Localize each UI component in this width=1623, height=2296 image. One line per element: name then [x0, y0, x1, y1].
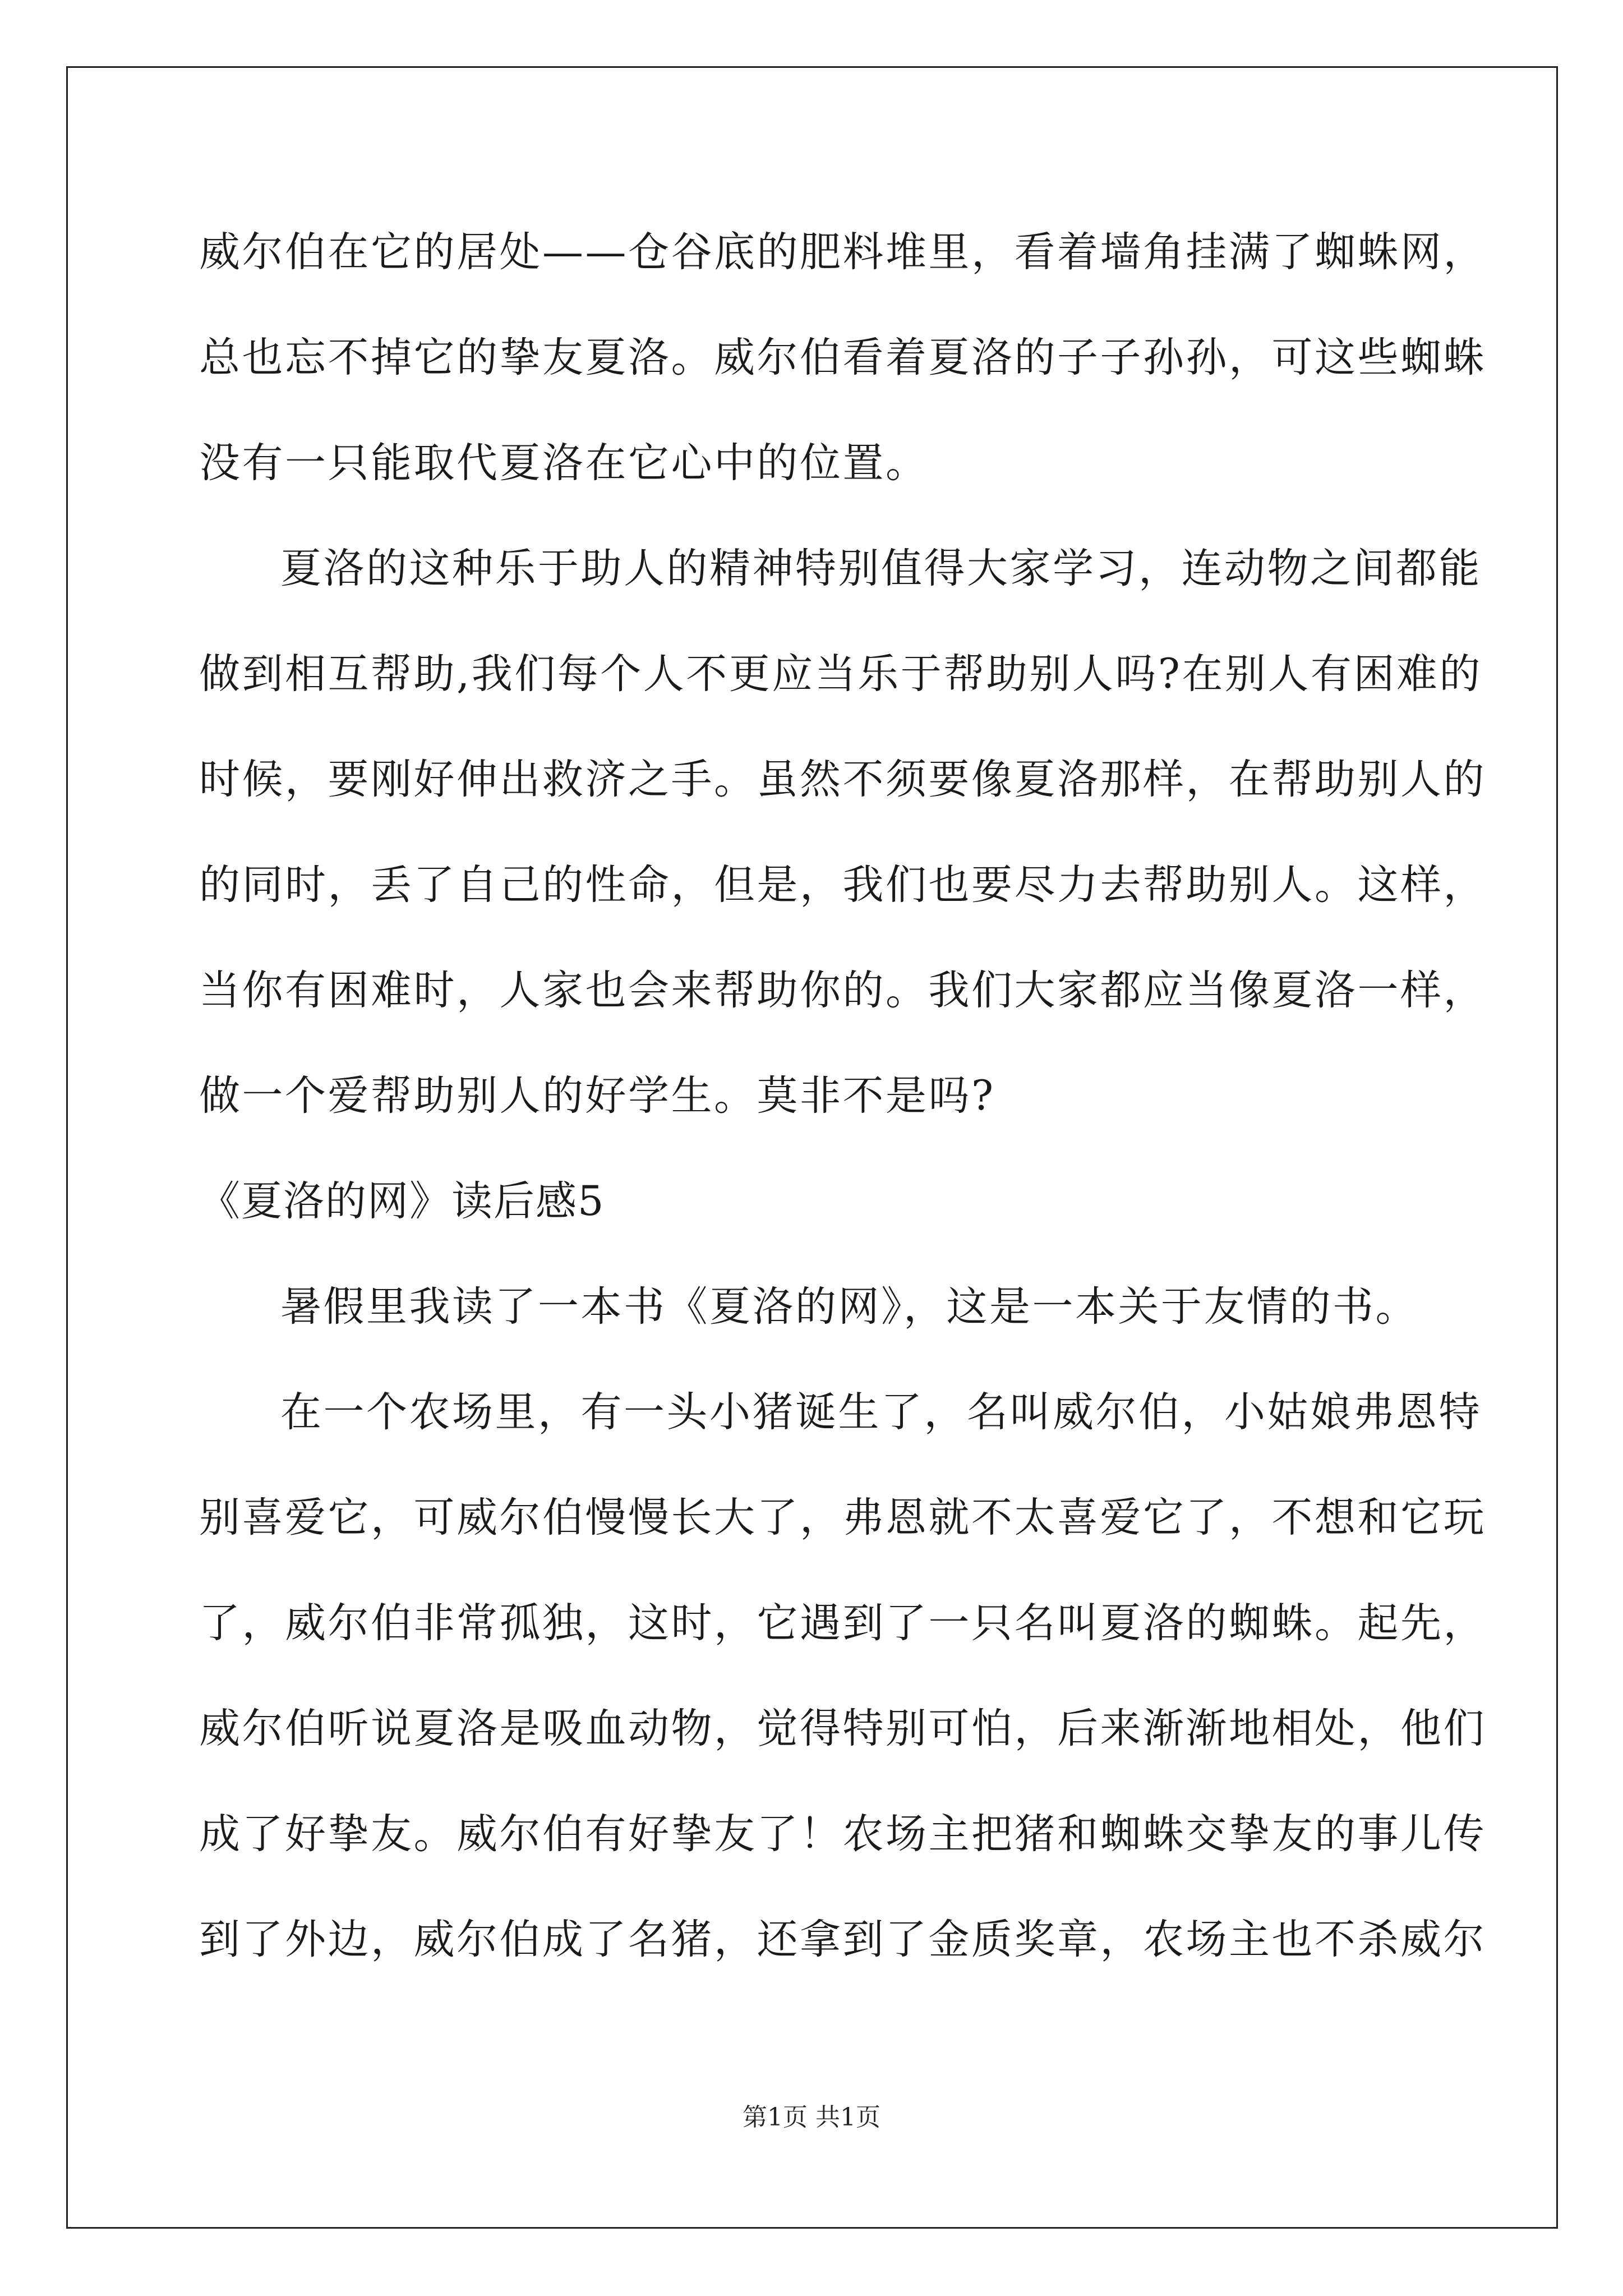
paragraph-start-line: 在一个农场里，有一头小猪诞生了，名叫威尔伯，小姑娘弗恩特	[280, 1388, 1482, 1436]
body-line: 威尔伯在它的居处——仓谷底的肥料堆里，看着墙角挂满了蜘蛛网，	[199, 228, 1486, 276]
body-line: 别喜爱它，可威尔伯慢慢长大了，弗恩就不太喜爱它了，不想和它玩	[199, 1494, 1486, 1542]
body-line: 做一个爱帮助别人的好学生。莫非不是吗?	[199, 1072, 995, 1120]
body-line: 做到相互帮助,我们每个人不更应当乐于帮助别人吗?在别人有困难的	[199, 650, 1482, 698]
body-line: 了，威尔伯非常孤独，这时，它遇到了一只名叫夏洛的蜘蛛。起先，	[199, 1599, 1486, 1647]
page-footer: 第1页 共1页	[743, 2103, 880, 2132]
body-line: 当你有困难时，人家也会来帮助你的。我们大家都应当像夏洛一样，	[199, 967, 1486, 1014]
body-line: 成了好挚友。威尔伯有好挚友了！农场主把猪和蜘蛛交挚友的事儿传	[199, 1810, 1486, 1858]
body-line: 时候，要刚好伸出救济之手。虽然不须要像夏洛那样，在帮助别人的	[199, 756, 1486, 803]
paragraph-start-line: 夏洛的这种乐于助人的精神特别值得大家学习，连动物之间都能	[280, 545, 1482, 592]
body-line: 没有一只能取代夏洛在它心中的位置。	[199, 439, 929, 487]
body-line: 总也忘不掉它的挚友夏洛。威尔伯看着夏洛的子子孙孙，可这些蜘蛛	[199, 334, 1486, 381]
body-line: 到了外边，威尔伯成了名猪，还拿到了金质奖章，农场主也不杀威尔	[199, 1916, 1486, 1963]
paragraph-start-line: 暑假里我读了一本书《夏洛的网》，这是一本关于友情的书。	[280, 1283, 1418, 1331]
body-line: 威尔伯听说夏洛是吸血动物，觉得特别可怕，后来渐渐地相处，他们	[199, 1705, 1486, 1752]
body-line: 的同时，丢了自己的性命，但是，我们也要尽力去帮助别人。这样，	[199, 861, 1486, 909]
section-heading: 《夏洛的网》读后感5	[199, 1177, 605, 1225]
